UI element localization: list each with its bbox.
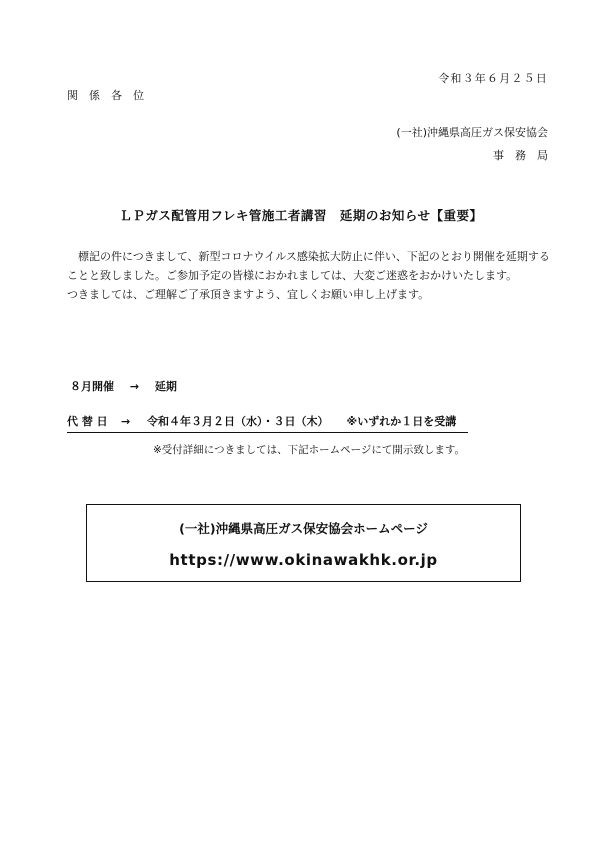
document-title: ＬＰガス配管用フレキ管施工者講習 延期のお知らせ【重要】 <box>119 208 483 223</box>
event-status-line <box>70 378 177 394</box>
homepage-box <box>86 504 521 582</box>
alternate-date-note: ※いずれか１日を受講 <box>346 415 457 428</box>
event-label: ８月開催 <box>70 380 114 393</box>
issue-date: 令和３年６月２５日 <box>438 72 548 85</box>
body-paragraph-1: 標記の件につきまして、新型コロナウイルス感染拡大防止に伴い、下記のとおり開催を延期することと致しました。ご参加予定の皆様におかれましては、大変ご迷惑をおかけいたします。 <box>67 250 550 282</box>
sender-organization: (一社)沖縄県高圧ガス保安協会 <box>396 126 548 139</box>
body-text <box>67 247 557 304</box>
body-paragraph-2: つきましては、ご理解ご了承頂きますよう、宜しくお願い申し上げます。 <box>67 288 430 301</box>
alternate-dates: 令和４年３月２日（水）・３日（木） <box>147 415 329 428</box>
alternate-date-label: 代 替 日 <box>67 415 108 428</box>
sender-office: 事 務 局 <box>493 149 548 162</box>
alternate-date-arrow: → <box>121 415 131 428</box>
event-status: 延期 <box>154 380 177 393</box>
alternate-date-line <box>67 413 468 433</box>
homepage-title: (一社)沖縄県高圧ガス保安協会ホームページ <box>179 521 428 536</box>
event-arrow: → <box>129 380 140 393</box>
homepage-url[interactable]: https://www.okinawakhk.or.jp <box>169 551 438 569</box>
reception-note: ※受付詳細につきましては、下記ホームページにて開示致します。 <box>153 444 466 456</box>
recipient: 関 係 各 位 <box>67 89 144 102</box>
